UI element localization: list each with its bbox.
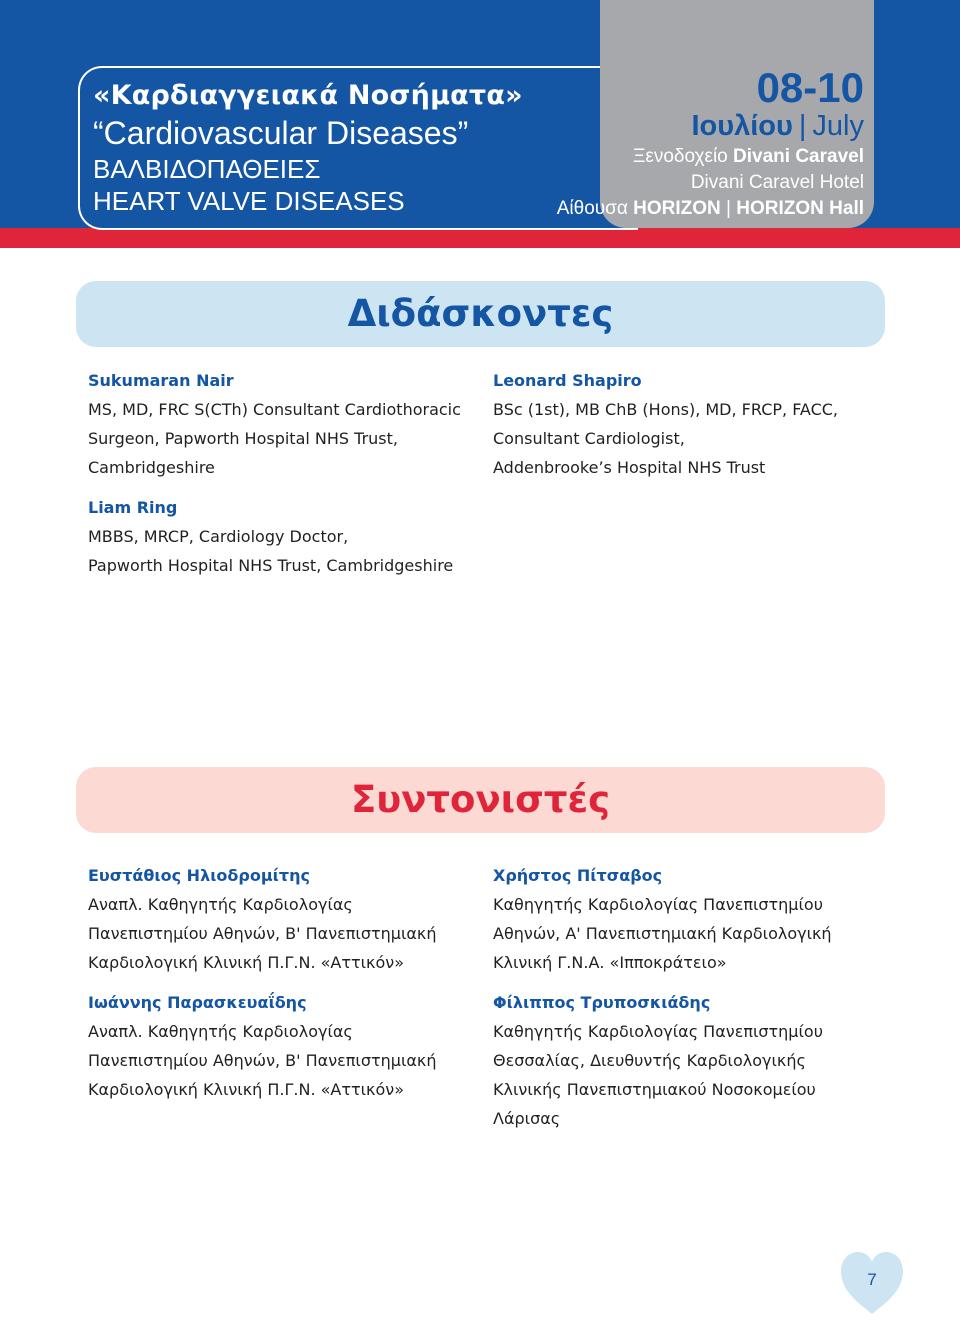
hotel-label-greek: Ξενοδοχείο (633, 146, 728, 167)
instructor-name: Leonard Shapiro (493, 371, 642, 390)
description-line: Αναπλ. Καθηγητής Καρδιολογίας (88, 895, 353, 914)
coordinator-name: Ευστάθιος Ηλιοδρομίτης (88, 866, 310, 885)
hall-label-greek: Αίθουσα (556, 198, 628, 219)
coordinator-entry (88, 861, 508, 977)
coordinator-description (493, 890, 913, 977)
description-line: Surgeon, Papworth Hospital NHS Trust, (88, 429, 398, 448)
month-english: July (812, 110, 864, 142)
instructors-heading: Διδάσκοντες (76, 281, 885, 347)
description-line: Καθηγητής Καρδιολογίας Πανεπιστημίου (493, 895, 823, 914)
hall-separator: | (726, 198, 731, 219)
coordinator-entry (493, 861, 913, 977)
title-greek: «Καρδιαγγειακά Νοσήματα» (93, 80, 523, 111)
instructor-name: Sukumaran Nair (88, 371, 234, 390)
description-line: Αθηνών, Α' Πανεπιστημιακή Καρδιολογική (493, 924, 832, 943)
event-info-panel (556, 0, 874, 228)
event-info (557, 66, 864, 222)
description-line: Θεσσαλίας, Διευθυντής Καρδιολογικής (493, 1051, 806, 1070)
header-red-band (0, 228, 960, 248)
month-separator: | (798, 110, 807, 142)
coordinator-description (88, 890, 508, 977)
hall-line (557, 196, 864, 222)
description-line: Addenbrooke’s Hospital NHS Trust (493, 458, 766, 477)
coordinator-description (493, 1017, 913, 1133)
subtitle-greek: ΒΑΛΒΙΔΟΠΑΘΕΙΕΣ (93, 154, 321, 184)
description-line: Πανεπιστημίου Αθηνών, Β' Πανεπιστημιακή (88, 1051, 437, 1070)
instructor-description (88, 395, 508, 482)
header-banner (0, 0, 960, 248)
hall-name: HORIZON (633, 198, 721, 219)
description-line: BSc (1st), MB ChB (Hons), MD, FRCP, FACC, (493, 400, 839, 419)
coordinator-name: Ιωάννης Παρασκευαΐδης (88, 993, 307, 1012)
description-line: Πανεπιστημίου Αθηνών, Β' Πανεπιστημιακή (88, 924, 437, 943)
instructor-description (493, 395, 913, 482)
description-line: MBBS, MRCP, Cardiology Doctor, (88, 527, 349, 546)
coordinator-entry (493, 988, 913, 1133)
hotel-line (557, 144, 864, 170)
description-line: Papworth Hospital NHS Trust, Cambridgeshire (88, 556, 454, 575)
coordinator-name: Φίλιππος Τρυποσκιάδης (493, 993, 711, 1012)
subtitle-english: HEART VALVE DISEASES (93, 186, 405, 216)
title-block (93, 78, 523, 217)
instructor-name: Liam Ring (88, 498, 178, 517)
hotel-english: Divani Caravel Hotel (690, 172, 864, 193)
description-line: Καρδιολογική Κλινική Π.Γ.Ν. «Αττικόν» (88, 953, 404, 972)
title-english: “Cardiovascular Diseases” (93, 115, 469, 151)
instructor-entry (88, 366, 508, 482)
page-number: 7 (867, 1270, 877, 1289)
description-line: MS, MD, FRC S(CTh) Consultant Cardiothoracic (88, 400, 461, 419)
instructor-entry (493, 366, 913, 482)
coordinator-description (88, 1017, 508, 1104)
description-line: Καρδιολογική Κλινική Π.Γ.Ν. «Αττικόν» (88, 1080, 404, 1099)
hotel-name: Divani Caravel (733, 146, 864, 167)
coordinators-heading: Συντονιστές (76, 767, 885, 833)
month-greek: Ιουλίου (691, 110, 793, 142)
description-line: Cambridgeshire (88, 458, 215, 477)
hall-english: HORIZON Hall (736, 198, 864, 219)
coordinator-entry (88, 988, 508, 1104)
instructor-description (88, 522, 508, 580)
description-line: Λάρισας (493, 1109, 561, 1128)
description-line: Κλινική Γ.Ν.Α. «Ιπποκράτειο» (493, 953, 727, 972)
description-line: Καθηγητής Καρδιολογίας Πανεπιστημίου (493, 1022, 823, 1041)
description-line: Κλινικής Πανεπιστημιακού Νοσοκομείου (493, 1080, 816, 1099)
coordinator-name: Χρήστος Πίτσαβος (493, 866, 663, 885)
instructor-entry (88, 493, 508, 580)
event-month (557, 110, 864, 142)
description-line: Consultant Cardiologist, (493, 429, 685, 448)
event-dates: 08-10 (756, 64, 864, 111)
description-line: Αναπλ. Καθηγητής Καρδιολογίας (88, 1022, 353, 1041)
